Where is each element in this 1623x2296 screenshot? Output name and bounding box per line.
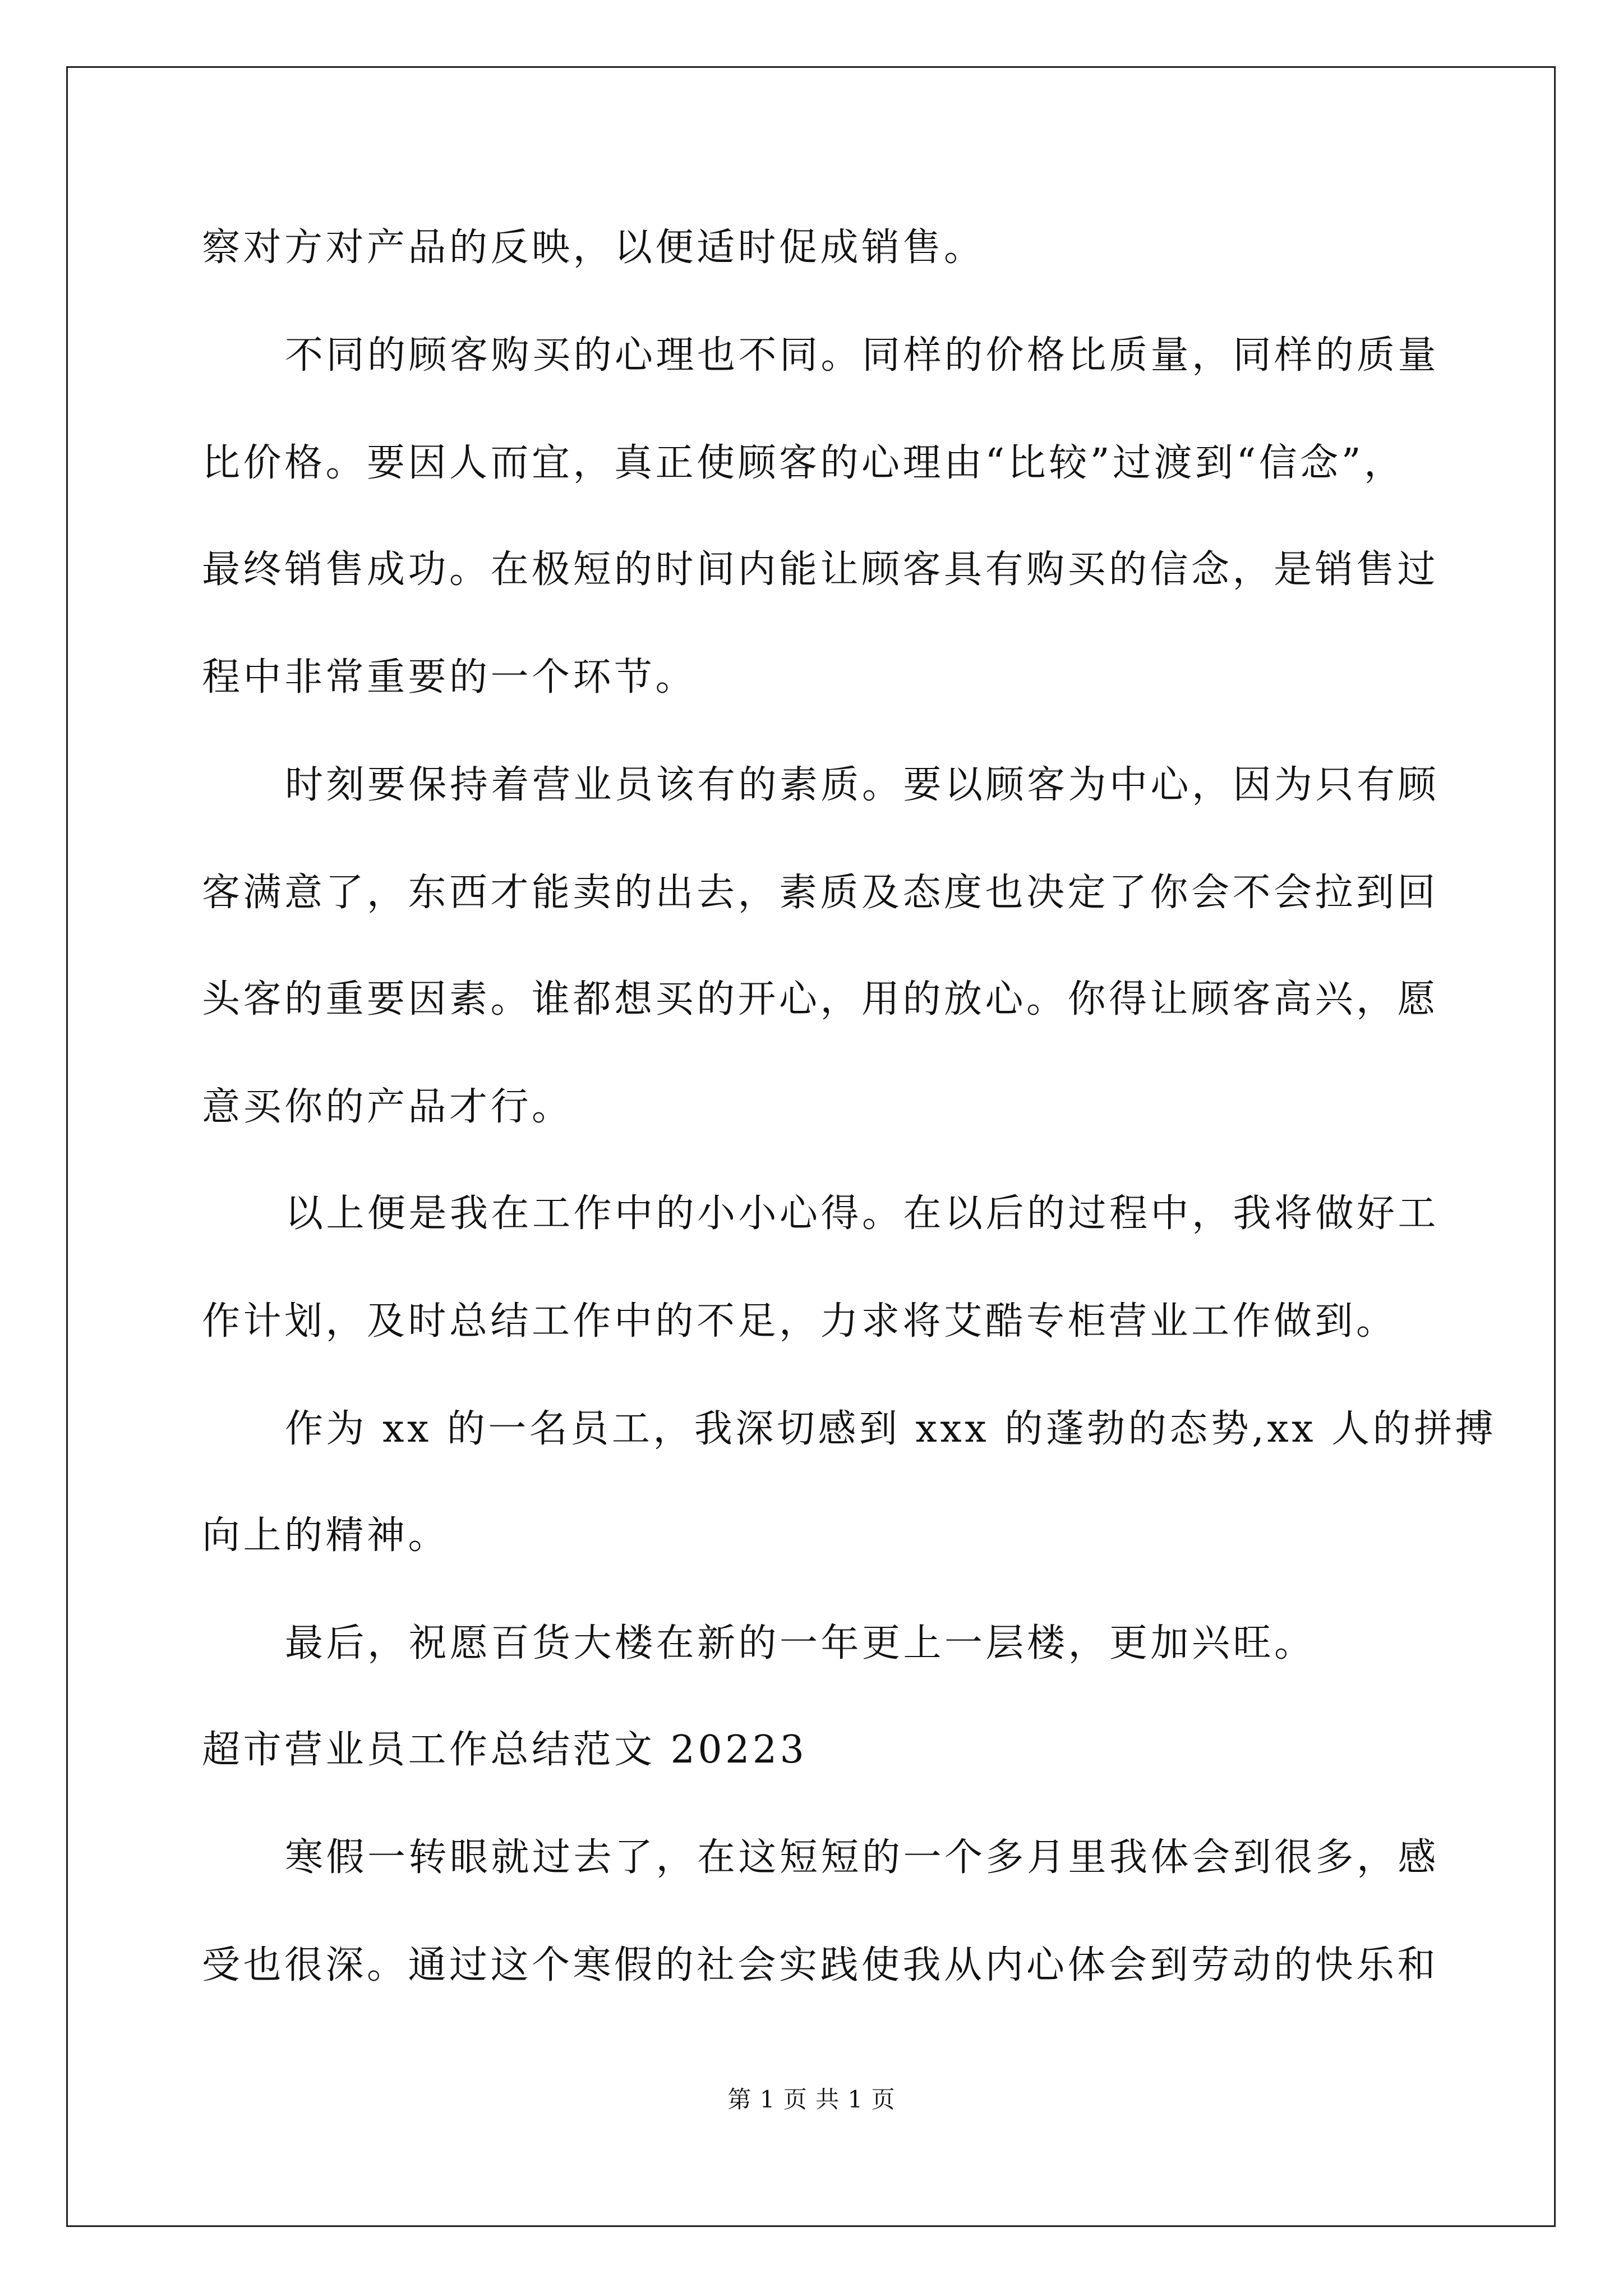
text-line: 以上便是我在工作中的小小心得。在以后的过程中，我将做好工 (285, 1191, 1440, 1236)
text-line: 程中非常重要的一个环节。 (202, 655, 697, 700)
section-heading: 超市营业员工作总结范文 20223 (202, 1728, 808, 1772)
text-line: 受也很深。通过这个寒假的社会实践使我从内心体会到劳动的快乐和 (202, 1943, 1439, 1987)
text-line: 客满意了，东西才能卖的出去，素质及态度也决定了你会不会拉到回 (202, 871, 1439, 915)
text-line: 最终销售成功。在极短的时间内能让顾客具有购买的信念，是销售过 (202, 547, 1439, 592)
text-line: 意买你的产品才行。 (202, 1085, 573, 1129)
text-line: 作为 xx 的一名员工，我深切感到 xxx 的蓬勃的态势,xx 人的拼搏 (285, 1407, 1497, 1451)
text-line: 头客的重要因素。谁都想买的开心，用的放心。你得让顾客高兴，愿 (202, 977, 1439, 1022)
text-line: 察对方对产品的反映，以便适时促成销售。 (202, 226, 985, 270)
text-line: 最后，祝愿百货大楼在新的一年更上一层楼，更加兴旺。 (285, 1621, 1316, 1665)
text-line: 寒假一转眼就过去了，在这短短的一个多月里我体会到很多，感 (285, 1835, 1440, 1880)
page-border (66, 66, 1556, 2227)
text-line: 比价格。要因人而宜，真正使顾客的心理由“比较”过渡到“信念”， (202, 441, 1405, 485)
text-line: 向上的精神。 (202, 1513, 450, 1558)
text-line: 不同的顾客购买的心理也不同。同样的价格比质量，同样的质量 (285, 333, 1440, 378)
text-line: 时刻要保持着营业员该有的素质。要以顾客为中心，因为只有顾 (285, 763, 1440, 807)
page-number-footer: 第 1 页 共 1 页 (727, 2086, 896, 2113)
text-line: 作计划，及时总结工作中的不足，力求将艾酷专柜营业工作做到。 (202, 1299, 1398, 1343)
